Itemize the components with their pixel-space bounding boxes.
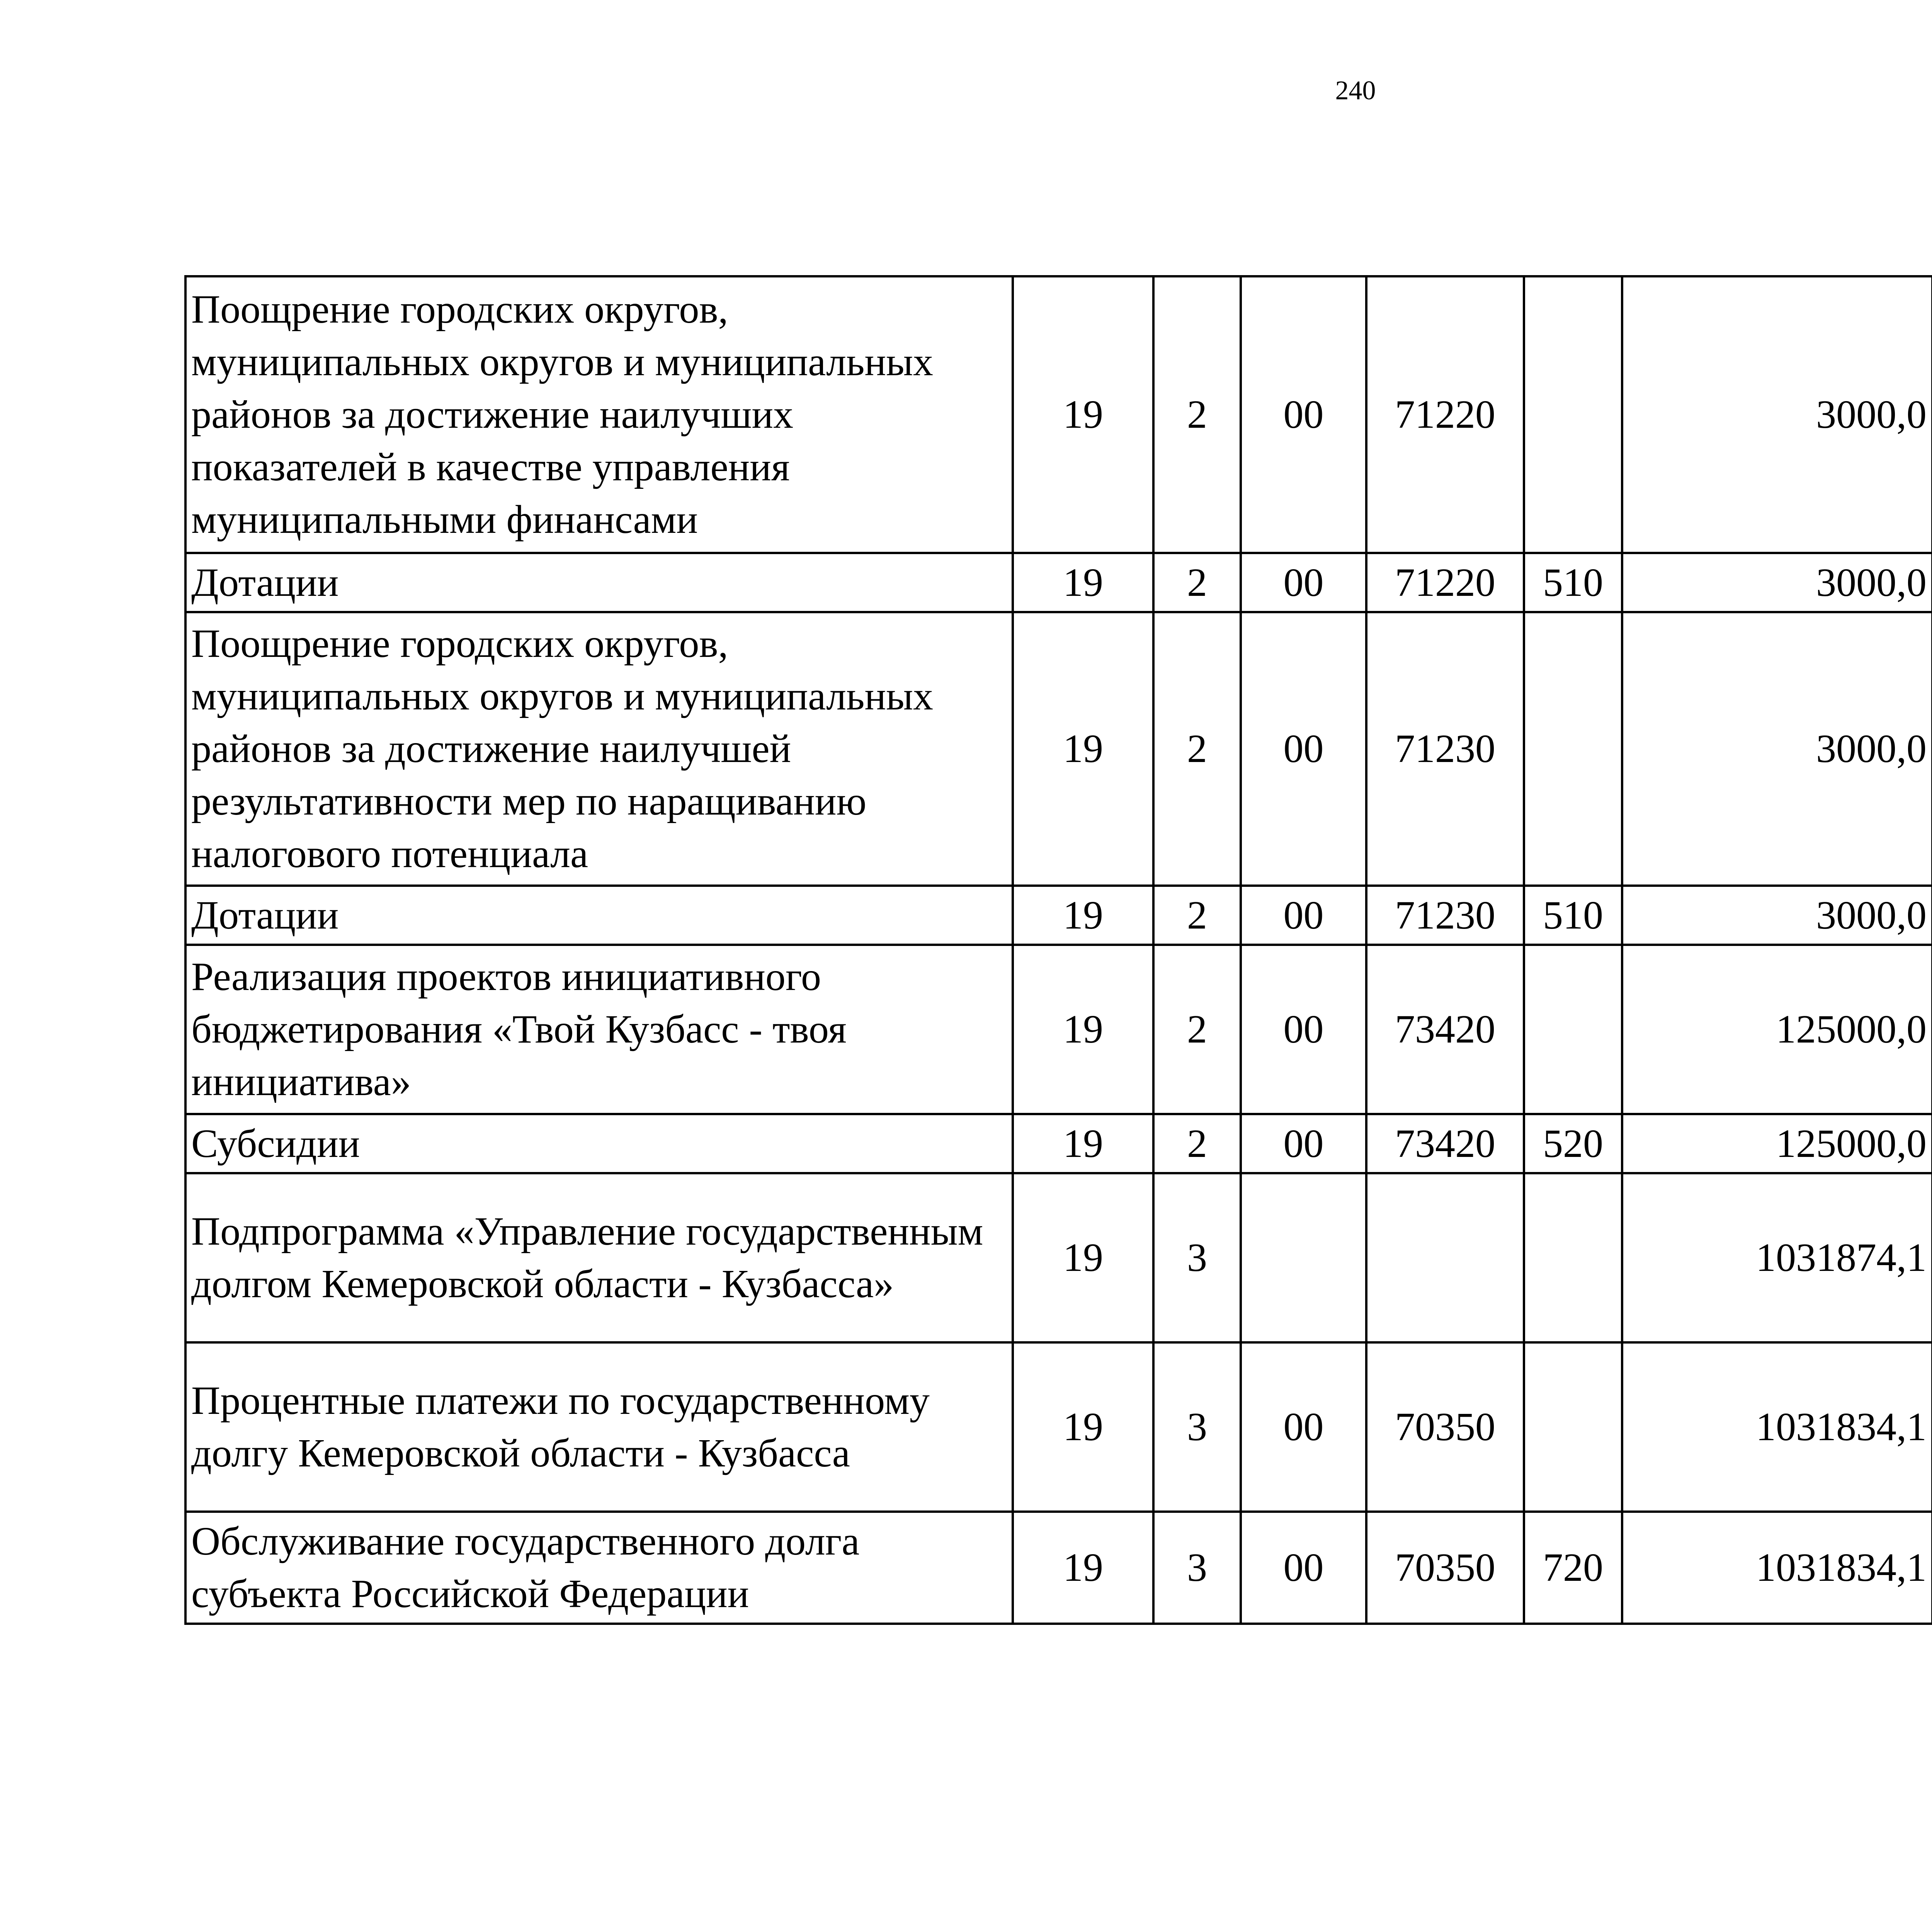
code-cell: 71230 bbox=[1366, 612, 1524, 886]
table-row bbox=[185, 945, 1932, 1114]
table-row bbox=[185, 612, 1932, 886]
code-cell bbox=[1366, 1173, 1524, 1342]
subprogram-cell: 2 bbox=[1153, 886, 1241, 945]
program-cell: 19 bbox=[1013, 1512, 1153, 1624]
row-name-cell: Процентные платежи по государственному долгу Кемеровской области - Кузбасса bbox=[185, 1342, 1013, 1512]
expense-type-cell bbox=[1524, 1342, 1622, 1512]
code-cell: 73420 bbox=[1366, 1114, 1524, 1173]
page-number: 240 bbox=[1335, 76, 1376, 105]
subprogram-cell: 2 bbox=[1153, 1114, 1241, 1173]
code-cell: 71230 bbox=[1366, 886, 1524, 945]
subprogram-cell: 2 bbox=[1153, 945, 1241, 1114]
subprogram-cell: 2 bbox=[1153, 276, 1241, 553]
code-cell: 70350 bbox=[1366, 1342, 1524, 1512]
expense-type-cell: 510 bbox=[1524, 553, 1622, 612]
expense-type-cell bbox=[1524, 612, 1622, 886]
program-cell: 19 bbox=[1013, 886, 1153, 945]
table-row bbox=[185, 1342, 1932, 1512]
code-cell: 70350 bbox=[1366, 1512, 1524, 1624]
row-name-cell: Поощрение городских округов, муниципальных округов и муниципальных районов за достижение наилучших показателей в качестве управления муниципальными финансами bbox=[185, 276, 1013, 553]
row-name-cell: Дотации bbox=[185, 553, 1013, 612]
expense-type-cell: 520 bbox=[1524, 1114, 1622, 1173]
year1-amount-cell: 3000,0 bbox=[1622, 553, 1932, 612]
expense-type-cell: 720 bbox=[1524, 1512, 1622, 1624]
direction-cell: 00 bbox=[1241, 1342, 1366, 1512]
subprogram-cell: 3 bbox=[1153, 1173, 1241, 1342]
code-cell: 73420 bbox=[1366, 945, 1524, 1114]
year1-amount-cell: 1031874,1 bbox=[1622, 1173, 1932, 1342]
row-name-cell: Обслуживание государственного долга субъекта Российской Федерации bbox=[185, 1512, 1013, 1624]
program-cell: 19 bbox=[1013, 612, 1153, 886]
program-cell: 19 bbox=[1013, 1342, 1153, 1512]
subprogram-cell: 2 bbox=[1153, 553, 1241, 612]
table-row bbox=[185, 1173, 1932, 1342]
year1-amount-cell: 125000,0 bbox=[1622, 945, 1932, 1114]
direction-cell: 00 bbox=[1241, 612, 1366, 886]
table-row bbox=[185, 553, 1932, 612]
direction-cell: 00 bbox=[1241, 1114, 1366, 1173]
expense-type-cell bbox=[1524, 1173, 1622, 1342]
direction-cell bbox=[1241, 1173, 1366, 1342]
row-name-cell: Подпрограмма «Управление государственным долгом Кемеровской области - Кузбасса» bbox=[185, 1173, 1013, 1342]
table-row bbox=[185, 276, 1932, 553]
table-row bbox=[185, 1114, 1932, 1173]
table-row bbox=[185, 886, 1932, 945]
expense-type-cell bbox=[1524, 945, 1622, 1114]
direction-cell: 00 bbox=[1241, 1512, 1366, 1624]
year1-amount-cell: 125000,0 bbox=[1622, 1114, 1932, 1173]
year1-amount-cell: 3000,0 bbox=[1622, 276, 1932, 553]
subprogram-cell: 3 bbox=[1153, 1342, 1241, 1512]
budget-table bbox=[184, 275, 1932, 1625]
program-cell: 19 bbox=[1013, 1173, 1153, 1342]
direction-cell: 00 bbox=[1241, 276, 1366, 553]
subprogram-cell: 3 bbox=[1153, 1512, 1241, 1624]
code-cell: 71220 bbox=[1366, 553, 1524, 612]
direction-cell: 00 bbox=[1241, 886, 1366, 945]
program-cell: 19 bbox=[1013, 553, 1153, 612]
code-cell: 71220 bbox=[1366, 276, 1524, 553]
row-name-cell: Реализация проектов инициативного бюджетирования «Твой Кузбасс - твоя инициатива» bbox=[185, 945, 1013, 1114]
program-cell: 19 bbox=[1013, 1114, 1153, 1173]
expense-type-cell bbox=[1524, 276, 1622, 553]
row-name-cell: Субсидии bbox=[185, 1114, 1013, 1173]
year1-amount-cell: 1031834,1 bbox=[1622, 1342, 1932, 1512]
year1-amount-cell: 3000,0 bbox=[1622, 886, 1932, 945]
row-name-cell: Дотации bbox=[185, 886, 1013, 945]
direction-cell: 00 bbox=[1241, 553, 1366, 612]
expense-type-cell: 510 bbox=[1524, 886, 1622, 945]
program-cell: 19 bbox=[1013, 945, 1153, 1114]
row-name-cell: Поощрение городских округов, муниципальных округов и муниципальных районов за достижение наилучшей результативности мер по наращиванию налогового потенциала bbox=[185, 612, 1013, 886]
direction-cell: 00 bbox=[1241, 945, 1366, 1114]
year1-amount-cell: 3000,0 bbox=[1622, 612, 1932, 886]
program-cell: 19 bbox=[1013, 276, 1153, 553]
table-row bbox=[185, 1512, 1932, 1624]
subprogram-cell: 2 bbox=[1153, 612, 1241, 886]
year1-amount-cell: 1031834,1 bbox=[1622, 1512, 1932, 1624]
